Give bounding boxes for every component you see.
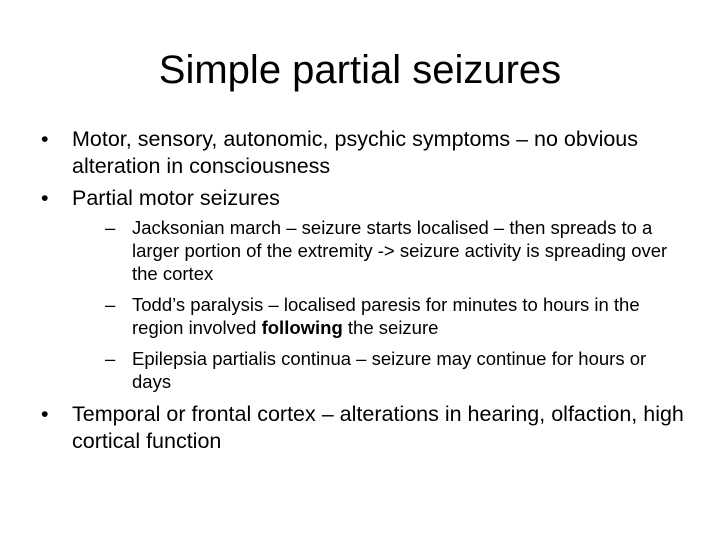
bullet-icon: •	[41, 402, 49, 426]
dash-icon: –	[105, 294, 116, 315]
sub-bullet-list	[72, 216, 686, 393]
emphasis-text: following	[261, 317, 343, 338]
dash-icon: –	[105, 348, 116, 369]
bullet-list	[36, 126, 686, 455]
bullet-item	[36, 126, 686, 180]
slide-body	[36, 126, 686, 460]
sub-bullet-text: Jacksonian march – seizure starts localised – then spreads to a larger portion of the extremity -> seizure activity is spreading over the cortex	[132, 217, 668, 284]
bullet-text: Motor, sensory, autonomic, psychic symptoms – no obvious alteration in consciousness	[72, 127, 639, 178]
sub-bullet-text-end: the seizure	[342, 317, 439, 338]
bullet-item	[36, 401, 686, 455]
bullet-icon: •	[41, 127, 49, 151]
sub-bullet-text-start: Todd’s paralysis – localised paresis for minutes to hours in the region involved	[132, 294, 640, 338]
sub-bullet-item	[102, 347, 686, 393]
sub-bullet-item	[102, 293, 686, 339]
slide-title: Simple partial seizures	[158, 48, 562, 92]
sub-bullet-text	[132, 294, 640, 338]
sub-bullet-text: Epilepsia partialis continua – seizure may continue for hours or days	[132, 348, 647, 392]
bullet-icon: •	[41, 186, 49, 210]
bullet-text: Partial motor seizures	[72, 186, 280, 210]
bullet-text: Temporal or frontal cortex – alterations in hearing, olfaction, high cortical function	[72, 402, 684, 453]
sub-bullet-item	[102, 216, 686, 285]
dash-icon: –	[105, 217, 116, 238]
bullet-item	[36, 185, 686, 393]
